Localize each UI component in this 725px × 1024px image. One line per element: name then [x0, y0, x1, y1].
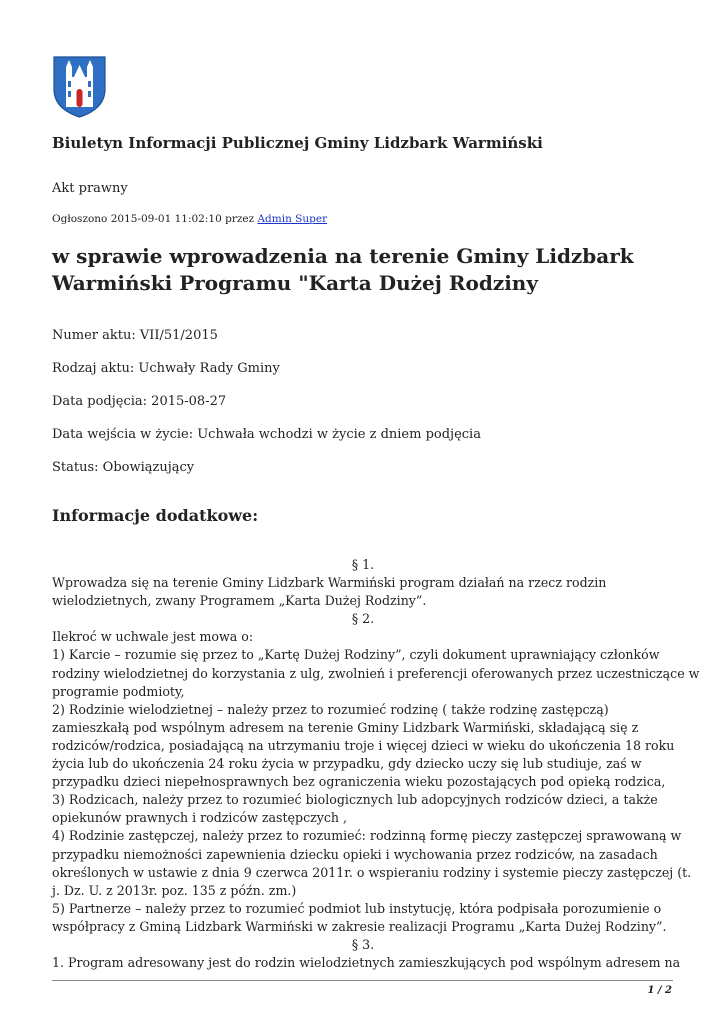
body-line: współpracy z Gminą Lidzbark Warmiński w zakresie realizacji Programu „Karta Dużej Rodziny”. [52, 918, 667, 934]
body-line: programie podmioty, [52, 683, 185, 699]
body-line: rodziny wielodzietnej do korzystania z ulg, zwolnień i preferencji oferowanych przez uczestniczące w [52, 665, 700, 681]
section-3-heading: § 3. [351, 936, 375, 952]
coat-of-arms-icon [52, 55, 107, 119]
site-title: Biuletyn Informacji Publicznej Gminy Lidzbark Warmiński [52, 134, 543, 152]
body-line: opiekunów prawnych i rodziców zastępczych , [52, 810, 348, 826]
document-title: w sprawie wprowadzenia na terenie Gminy Lidzbark Warmiński Programu "Karta Dużej Rodziny [52, 244, 634, 295]
body-line: określonych w ustawie z dnia 9 czerwca 2011r. o wspieraniu rodziny i systemie pieczy zastępczej (t. [52, 864, 692, 880]
body-line: 1. Program adresowany jest do rodzin wielodzietnych zamieszkujących pod wspólnym adresem na [52, 955, 681, 971]
body-line: życia lub do ukończenia 24 roku życia w przypadku, gdy dziecko uczy się lub studiuje, zaś w [52, 756, 642, 772]
body-line: Wprowadza się na terenie Gminy Lidzbark Warmiński program działań na rzecz rodzin [52, 575, 607, 591]
footer-divider [52, 980, 673, 981]
act-kind: Rodzaj aktu: Uchwały Rady Gminy [52, 361, 280, 376]
body-line: przypadku niemożności zapewnienia dziecku opieki i wychowania przez rodziców, na zasadach [52, 846, 658, 862]
body-line: 5) Partnerze – należy przez to rozumieć podmiot lub instytucję, która podpisała porozumienie o [52, 900, 662, 916]
document-body [52, 556, 700, 972]
body-line: 3) Rodzicach, należy przez to rozumieć biologicznych lub adopcyjnych rodziców dzieci, a także [52, 792, 658, 808]
adoption-date: Data podjęcia: 2015-08-27 [52, 394, 227, 409]
body-line: rodziców/rodzica, posiadającą na utrzymaniu troje i więcej dzieci w wieku do ukończenia 18 roku [52, 737, 675, 753]
section-2-heading: § 2. [351, 611, 375, 627]
body-line: 2) Rodzinie wielodzietnej – należy przez to rozumieć rodzinę ( także rodzinę zastępczą) [52, 701, 609, 717]
act-status: Status: Obowiązujący [52, 460, 195, 475]
body-line: 4) Rodzinie zastępczej, należy przez to rozumieć: rodzinną formę pieczy zastępczej sprawowaną w [52, 828, 682, 844]
body-line: wielodzietnych, zwany Programem „Karta Dużej Rodziny”. [52, 593, 427, 609]
section-1-heading: § 1. [351, 557, 375, 572]
posted-info [52, 213, 327, 225]
body-line: zamieszkałą pod wspólnym adresem na terenie Gminy Lidzbark Warmiński, składającą się z [52, 719, 639, 735]
additional-info-heading: Informacje dodatkowe: [52, 506, 259, 525]
body-line: przypadku dzieci niepełnosprawnych bez ograniczenia wieku pozostających pod opieką rodzica, [52, 774, 666, 790]
body-line: j. Dz. U. z 2013r. poz. 135 z późn. zm.) [52, 882, 297, 898]
body-line: 1) Karcie – rozumie się przez to „Kartę Dużej Rodziny”, czyli dokument uprawniający członków [52, 647, 660, 663]
page-number: 1 / 2 [647, 985, 672, 996]
effective-date: Data wejścia w życie: Uchwała wchodzi w życie z dniem podjęcia [52, 427, 481, 442]
body-line: Ilekroć w uchwale jest mowa o: [52, 629, 254, 645]
act-number: Numer aktu: VII/51/2015 [52, 328, 218, 343]
author-link[interactable]: Admin Super [257, 213, 328, 225]
posted-prefix: Ogłoszono 2015-09-01 11:02:10 przez [52, 213, 258, 225]
document-type: Akt prawny [52, 181, 128, 196]
